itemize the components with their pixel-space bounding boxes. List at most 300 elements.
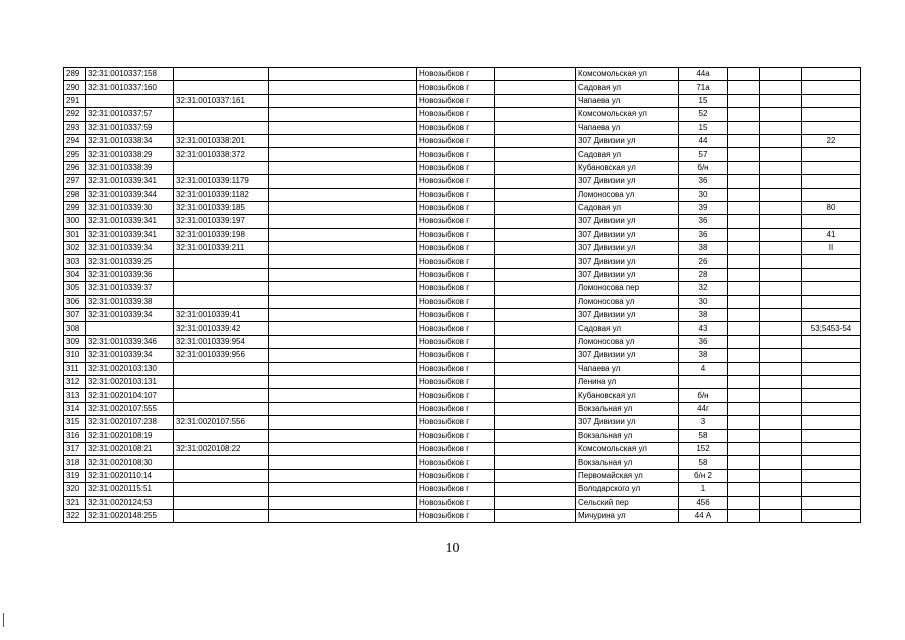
empty-cell (495, 469, 576, 482)
empty-cell (728, 108, 760, 121)
house-number-cell: б/н 2 (679, 469, 728, 482)
row-number-cell: 319 (64, 469, 86, 482)
empty-cell (728, 389, 760, 402)
empty-cell (728, 442, 760, 455)
street-cell: 307 Дивизии ул (576, 175, 679, 188)
related-cadastral-number-cell: 32:31:0010339:185 (174, 201, 269, 214)
table-row (64, 375, 861, 388)
street-cell: 307 Дивизии ул (576, 416, 679, 429)
table-row (64, 228, 861, 241)
empty-cell (269, 483, 417, 496)
property-register-table (63, 67, 861, 523)
row-number-cell: 310 (64, 349, 86, 362)
cadastral-number-cell: 32:31:0020103:130 (86, 362, 174, 375)
related-cadastral-number-cell (174, 483, 269, 496)
empty-cell (495, 161, 576, 174)
street-cell: Комсомольская ул (576, 442, 679, 455)
empty-cell (760, 94, 802, 107)
city-cell: Новозыбков г (417, 335, 495, 348)
city-cell: Новозыбков г (417, 134, 495, 147)
house-number-cell: 38 (679, 242, 728, 255)
empty-cell (495, 456, 576, 469)
city-cell: Новозыбков г (417, 389, 495, 402)
empty-cell (760, 402, 802, 415)
empty-cell (269, 255, 417, 268)
related-cadastral-number-cell (174, 496, 269, 509)
empty-cell (760, 309, 802, 322)
street-cell: Мичурина ул (576, 509, 679, 522)
empty-cell (495, 295, 576, 308)
extra-info-cell (802, 148, 861, 161)
empty-cell (760, 108, 802, 121)
street-cell: Чапаева ул (576, 362, 679, 375)
empty-cell (760, 228, 802, 241)
house-number-cell: 44а (679, 68, 728, 81)
extra-info-cell (802, 375, 861, 388)
related-cadastral-number-cell: 32:31:0010339:954 (174, 335, 269, 348)
house-number-cell: 38 (679, 349, 728, 362)
table-row (64, 94, 861, 107)
street-cell: 307 Дивизии ул (576, 349, 679, 362)
cadastral-number-cell: 32:31:0020107:238 (86, 416, 174, 429)
street-cell: Чапаева ул (576, 121, 679, 134)
empty-cell (728, 94, 760, 107)
empty-cell (269, 402, 417, 415)
empty-cell (760, 134, 802, 147)
extra-info-cell (802, 68, 861, 81)
empty-cell (495, 309, 576, 322)
extra-info-cell (802, 81, 861, 94)
house-number-cell: 30 (679, 188, 728, 201)
row-number-cell: 316 (64, 429, 86, 442)
empty-cell (728, 375, 760, 388)
street-cell: Ломоносова ул (576, 335, 679, 348)
related-cadastral-number-cell (174, 268, 269, 281)
city-cell: Новозыбков г (417, 175, 495, 188)
house-number-cell (679, 375, 728, 388)
empty-cell (495, 375, 576, 388)
empty-cell (269, 188, 417, 201)
empty-cell (495, 134, 576, 147)
empty-cell (495, 215, 576, 228)
row-number-cell: 297 (64, 175, 86, 188)
house-number-cell: 36 (679, 228, 728, 241)
empty-cell (269, 349, 417, 362)
row-number-cell: 290 (64, 81, 86, 94)
house-number-cell: 44 (679, 134, 728, 147)
empty-cell (269, 201, 417, 214)
empty-cell (760, 416, 802, 429)
row-number-cell: 303 (64, 255, 86, 268)
house-number-cell: 57 (679, 148, 728, 161)
street-cell: Чапаева ул (576, 94, 679, 107)
street-cell: 307 Дивизии ул (576, 268, 679, 281)
house-number-cell: 52 (679, 108, 728, 121)
empty-cell (728, 201, 760, 214)
empty-cell (728, 362, 760, 375)
row-number-cell: 308 (64, 322, 86, 335)
empty-cell (495, 68, 576, 81)
street-cell: Садовая ул (576, 81, 679, 94)
empty-cell (760, 188, 802, 201)
table-row (64, 201, 861, 214)
cadastral-number-cell: 32:31:0010339:341 (86, 228, 174, 241)
row-number-cell: 314 (64, 402, 86, 415)
empty-cell (728, 509, 760, 522)
empty-cell (728, 215, 760, 228)
extra-info-cell: 80 (802, 201, 861, 214)
table-body (64, 68, 861, 523)
street-cell: Кубановская ул (576, 161, 679, 174)
empty-cell (728, 295, 760, 308)
house-number-cell: 30 (679, 295, 728, 308)
extra-info-cell: 53;5453-54 (802, 322, 861, 335)
empty-cell (495, 416, 576, 429)
empty-cell (728, 496, 760, 509)
empty-cell (760, 215, 802, 228)
street-cell: Ленина ул (576, 375, 679, 388)
related-cadastral-number-cell (174, 509, 269, 522)
cadastral-number-cell: 32:31:0010339:346 (86, 335, 174, 348)
related-cadastral-number-cell (174, 402, 269, 415)
row-number-cell: 317 (64, 442, 86, 455)
cadastral-number-cell: 32:31:0010339:344 (86, 188, 174, 201)
row-number-cell: 293 (64, 121, 86, 134)
street-cell: Комсомольская ул (576, 68, 679, 81)
house-number-cell: 15 (679, 121, 728, 134)
street-cell: Вокзальная ул (576, 429, 679, 442)
empty-cell (495, 94, 576, 107)
row-number-cell: 305 (64, 282, 86, 295)
cadastral-number-cell: 32:31:0010339:37 (86, 282, 174, 295)
empty-cell (495, 335, 576, 348)
cadastral-number-cell: 32:31:0010339:34 (86, 309, 174, 322)
empty-cell (728, 322, 760, 335)
city-cell: Новозыбков г (417, 268, 495, 281)
row-number-cell: 302 (64, 242, 86, 255)
extra-info-cell (802, 309, 861, 322)
empty-cell (760, 335, 802, 348)
cadastral-number-cell: 32:31:0010339:341 (86, 175, 174, 188)
street-cell: Володарского ул (576, 483, 679, 496)
empty-cell (728, 161, 760, 174)
street-cell: Садовая ул (576, 322, 679, 335)
related-cadastral-number-cell (174, 375, 269, 388)
row-number-cell: 292 (64, 108, 86, 121)
empty-cell (269, 268, 417, 281)
row-number-cell: 300 (64, 215, 86, 228)
empty-cell (269, 389, 417, 402)
row-number-cell: 301 (64, 228, 86, 241)
empty-cell (760, 483, 802, 496)
extra-info-cell (802, 268, 861, 281)
extra-info-cell (802, 282, 861, 295)
cadastral-number-cell (86, 322, 174, 335)
house-number-cell: 44г (679, 402, 728, 415)
cadastral-number-cell: 32:31:0020104:107 (86, 389, 174, 402)
house-number-cell: 36 (679, 215, 728, 228)
related-cadastral-number-cell: 32:31:0010338:372 (174, 148, 269, 161)
empty-cell (760, 148, 802, 161)
empty-cell (728, 148, 760, 161)
empty-cell (760, 469, 802, 482)
empty-cell (495, 429, 576, 442)
empty-cell (728, 68, 760, 81)
street-cell: Первомайская ул (576, 469, 679, 482)
table-row (64, 215, 861, 228)
table-row (64, 161, 861, 174)
empty-cell (269, 148, 417, 161)
empty-cell (269, 469, 417, 482)
cadastral-number-cell: 32:31:0010337:59 (86, 121, 174, 134)
city-cell: Новозыбков г (417, 161, 495, 174)
related-cadastral-number-cell: 32:31:0010339:956 (174, 349, 269, 362)
city-cell: Новозыбков г (417, 429, 495, 442)
empty-cell (269, 121, 417, 134)
table-row (64, 121, 861, 134)
city-cell: Новозыбков г (417, 94, 495, 107)
scan-artifact-mark (3, 613, 4, 627)
cadastral-number-cell: 32:31:0010339:36 (86, 268, 174, 281)
empty-cell (495, 121, 576, 134)
row-number-cell: 313 (64, 389, 86, 402)
empty-cell (495, 148, 576, 161)
city-cell: Новозыбков г (417, 68, 495, 81)
table-row (64, 188, 861, 201)
street-cell: Вокзальная ул (576, 456, 679, 469)
empty-cell (728, 228, 760, 241)
row-number-cell: 289 (64, 68, 86, 81)
row-number-cell: 315 (64, 416, 86, 429)
empty-cell (495, 175, 576, 188)
empty-cell (760, 175, 802, 188)
city-cell: Новозыбков г (417, 416, 495, 429)
city-cell: Новозыбков г (417, 362, 495, 375)
cadastral-number-cell: 32:31:0010339:34 (86, 242, 174, 255)
table-row (64, 68, 861, 81)
extra-info-cell (802, 402, 861, 415)
street-cell: Ломоносова ул (576, 295, 679, 308)
city-cell: Новозыбков г (417, 375, 495, 388)
street-cell: Ломоносова ул (576, 188, 679, 201)
row-number-cell: 322 (64, 509, 86, 522)
related-cadastral-number-cell: 32:31:0010339:198 (174, 228, 269, 241)
empty-cell (495, 282, 576, 295)
extra-info-cell: II (802, 242, 861, 255)
extra-info-cell (802, 94, 861, 107)
house-number-cell: 58 (679, 429, 728, 442)
empty-cell (728, 268, 760, 281)
house-number-cell: 152 (679, 442, 728, 455)
table-row (64, 483, 861, 496)
row-number-cell: 291 (64, 94, 86, 107)
city-cell: Новозыбков г (417, 496, 495, 509)
empty-cell (269, 335, 417, 348)
table-row (64, 442, 861, 455)
extra-info-cell (802, 389, 861, 402)
related-cadastral-number-cell: 32:31:0010339:1182 (174, 188, 269, 201)
empty-cell (495, 442, 576, 455)
table-row (64, 282, 861, 295)
empty-cell (269, 175, 417, 188)
city-cell: Новозыбков г (417, 108, 495, 121)
extra-info-cell (802, 188, 861, 201)
related-cadastral-number-cell (174, 81, 269, 94)
extra-info-cell (802, 496, 861, 509)
empty-cell (269, 94, 417, 107)
row-number-cell: 299 (64, 201, 86, 214)
table-row (64, 134, 861, 147)
empty-cell (760, 242, 802, 255)
street-cell: Садовая ул (576, 148, 679, 161)
empty-cell (495, 81, 576, 94)
street-cell: 307 Дивизии ул (576, 215, 679, 228)
empty-cell (760, 282, 802, 295)
empty-cell (269, 375, 417, 388)
extra-info-cell (802, 469, 861, 482)
row-number-cell: 294 (64, 134, 86, 147)
city-cell: Новозыбков г (417, 282, 495, 295)
empty-cell (269, 68, 417, 81)
extra-info-cell (802, 295, 861, 308)
city-cell: Новозыбков г (417, 442, 495, 455)
city-cell: Новозыбков г (417, 188, 495, 201)
house-number-cell: 456 (679, 496, 728, 509)
house-number-cell: 36 (679, 335, 728, 348)
row-number-cell: 306 (64, 295, 86, 308)
empty-cell (269, 456, 417, 469)
empty-cell (269, 309, 417, 322)
table-row (64, 268, 861, 281)
empty-cell (760, 81, 802, 94)
street-cell: Вокзальная ул (576, 402, 679, 415)
empty-cell (760, 322, 802, 335)
row-number-cell: 312 (64, 375, 86, 388)
row-number-cell: 295 (64, 148, 86, 161)
city-cell: Новозыбков г (417, 509, 495, 522)
house-number-cell: 38 (679, 309, 728, 322)
related-cadastral-number-cell (174, 429, 269, 442)
table-row (64, 389, 861, 402)
empty-cell (728, 242, 760, 255)
empty-cell (269, 496, 417, 509)
house-number-cell: 39 (679, 201, 728, 214)
related-cadastral-number-cell (174, 469, 269, 482)
empty-cell (760, 161, 802, 174)
cadastral-number-cell: 32:31:0010337:160 (86, 81, 174, 94)
street-cell: 307 Дивизии ул (576, 242, 679, 255)
extra-info-cell (802, 175, 861, 188)
empty-cell (728, 282, 760, 295)
related-cadastral-number-cell (174, 295, 269, 308)
table-row (64, 402, 861, 415)
empty-cell (495, 483, 576, 496)
related-cadastral-number-cell: 32:31:0010339:42 (174, 322, 269, 335)
house-number-cell: 71а (679, 81, 728, 94)
empty-cell (760, 201, 802, 214)
cadastral-number-cell: 32:31:0020148:255 (86, 509, 174, 522)
empty-cell (760, 268, 802, 281)
table-row (64, 349, 861, 362)
table-row (64, 295, 861, 308)
extra-info-cell (802, 456, 861, 469)
extra-info-cell (802, 362, 861, 375)
table-row (64, 362, 861, 375)
city-cell: Новозыбков г (417, 469, 495, 482)
street-cell: 307 Дивизии ул (576, 255, 679, 268)
empty-cell (728, 429, 760, 442)
cadastral-number-cell: 32:31:0020110:14 (86, 469, 174, 482)
house-number-cell: 28 (679, 268, 728, 281)
empty-cell (269, 215, 417, 228)
related-cadastral-number-cell: 32:31:0020107:556 (174, 416, 269, 429)
table-row (64, 108, 861, 121)
extra-info-cell: 22 (802, 134, 861, 147)
related-cadastral-number-cell: 32:31:0010337:161 (174, 94, 269, 107)
extra-info-cell (802, 108, 861, 121)
city-cell: Новозыбков г (417, 121, 495, 134)
house-number-cell: 36 (679, 175, 728, 188)
empty-cell (728, 416, 760, 429)
city-cell: Новозыбков г (417, 81, 495, 94)
empty-cell (760, 68, 802, 81)
extra-info-cell: 41 (802, 228, 861, 241)
empty-cell (760, 456, 802, 469)
empty-cell (728, 175, 760, 188)
empty-cell (728, 134, 760, 147)
related-cadastral-number-cell: 32:31:0020108:22 (174, 442, 269, 455)
cadastral-number-cell: 32:31:0010338:39 (86, 161, 174, 174)
empty-cell (269, 161, 417, 174)
empty-cell (269, 108, 417, 121)
extra-info-cell (802, 416, 861, 429)
row-number-cell: 309 (64, 335, 86, 348)
cadastral-number-cell: 32:31:0010338:34 (86, 134, 174, 147)
row-number-cell: 320 (64, 483, 86, 496)
empty-cell (728, 81, 760, 94)
cadastral-number-cell: 32:31:0010337:57 (86, 108, 174, 121)
city-cell: Новозыбков г (417, 483, 495, 496)
table-row (64, 429, 861, 442)
empty-cell (495, 322, 576, 335)
empty-cell (269, 416, 417, 429)
table-row (64, 81, 861, 94)
city-cell: Новозыбков г (417, 456, 495, 469)
extra-info-cell (802, 429, 861, 442)
house-number-cell: 15 (679, 94, 728, 107)
house-number-cell: б/н (679, 389, 728, 402)
cadastral-number-cell: 32:31:0020108:19 (86, 429, 174, 442)
row-number-cell: 298 (64, 188, 86, 201)
table-row (64, 175, 861, 188)
related-cadastral-number-cell: 32:31:0010339:41 (174, 309, 269, 322)
house-number-cell: 4 (679, 362, 728, 375)
extra-info-cell (802, 255, 861, 268)
cadastral-number-cell: 32:31:0010338:29 (86, 148, 174, 161)
empty-cell (495, 242, 576, 255)
extra-info-cell (802, 335, 861, 348)
city-cell: Новозыбков г (417, 228, 495, 241)
street-cell: 307 Дивизии ул (576, 134, 679, 147)
empty-cell (760, 255, 802, 268)
empty-cell (728, 188, 760, 201)
city-cell: Новозыбков г (417, 201, 495, 214)
empty-cell (728, 402, 760, 415)
city-cell: Новозыбков г (417, 402, 495, 415)
empty-cell (269, 282, 417, 295)
city-cell: Новозыбков г (417, 309, 495, 322)
empty-cell (269, 134, 417, 147)
